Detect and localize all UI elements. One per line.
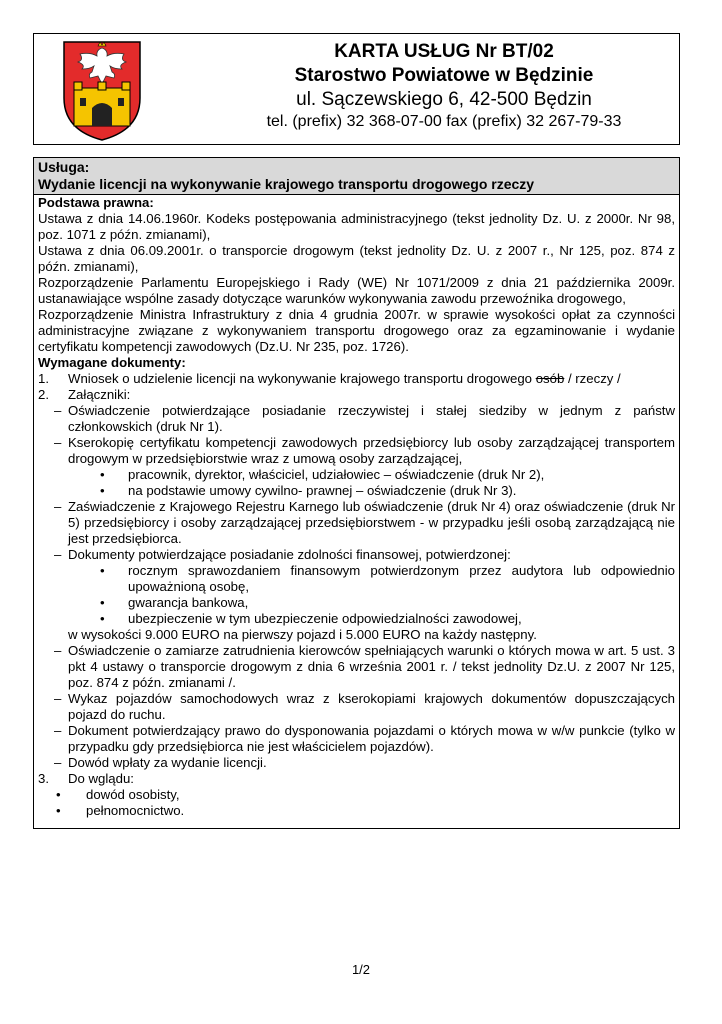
bullet-icon: • xyxy=(56,803,61,818)
attachment-item xyxy=(38,499,675,547)
bullet-icon: • xyxy=(100,483,105,498)
dash-icon: – xyxy=(54,691,62,706)
bullet-icon: • xyxy=(100,563,105,578)
dash-icon: – xyxy=(54,643,62,658)
dash-icon: – xyxy=(54,435,62,450)
attachment-text: Dokumenty potwierdzające posiadanie zdolności finansowej, potwierdzonej: xyxy=(68,547,511,562)
item-text: Wniosek o udzielenie licencji na wykonywanie krajowego transportu drogowego xyxy=(68,371,536,386)
document-item-2 xyxy=(38,387,675,403)
inspection-item xyxy=(38,787,675,803)
sub-bullet-text: gwarancja bankowa, xyxy=(128,595,249,610)
office-name: Starostwo Powiatowe w Będzinie xyxy=(294,65,594,86)
main-box xyxy=(33,157,680,829)
legal-basis-item: Ustawa z dnia 06.09.2001r. o transporcie drogowym (tekst jednolity Dz. U. z 2007 r., Nr 125, poz. 874 z późn. zmianami), xyxy=(38,243,675,274)
sub-bullet-item xyxy=(38,563,675,595)
item-text: Załączniki: xyxy=(68,387,131,402)
item-number: 1. xyxy=(38,371,49,386)
card-title: KARTA USŁUG Nr BT/02 xyxy=(334,41,554,62)
bullet-icon: • xyxy=(100,467,105,482)
service-label: Usługa: xyxy=(38,159,90,175)
attachment-text: Oświadczenie o zamiarze zatrudnienia kierowców spełniających warunki o których mowa w art. 5 ust. 3 pkt 4 ustawy o transporcie drogowym z dnia 6 września 2001 r. / tekst jednolity Dz.U. z 2007 Nr 125, poz. 874 z późn. zmianami /. xyxy=(68,643,675,690)
documents-label: Wymagane dokumenty: xyxy=(38,355,186,370)
sub-bullet-text: ubezpieczenie w tym ubezpieczenie odpowiedzialności zawodowej, xyxy=(128,611,522,626)
inspection-text: pełnomocnictwo. xyxy=(86,803,185,818)
header-text xyxy=(219,40,669,132)
sub-bullet-item xyxy=(38,483,675,499)
dash-icon: – xyxy=(54,547,62,562)
inspection-text: dowód osobisty, xyxy=(86,787,180,802)
attachment-text: Dokument potwierdzający prawo do dysponowania pojazdami o których mowa w w/w punkcie (tylko w przypadku gdy przedsiębiorca nie jest właścicielem pojazdów). xyxy=(68,723,675,754)
bullet-icon: • xyxy=(100,595,105,610)
sub-bullet-text: rocznym sprawozdaniem finansowym potwierdzonym przez audytora lub odpowiednio upoważnioną osobę, xyxy=(128,563,675,594)
inspection-item xyxy=(38,803,675,819)
attachment-item xyxy=(38,643,675,691)
dash-icon: – xyxy=(54,499,62,514)
financial-amount-note: w wysokości 9.000 EURO na pierwszy pojazd i 5.000 EURO na każdy następny. xyxy=(68,627,537,642)
header-box xyxy=(33,33,680,145)
attachment-item xyxy=(38,723,675,755)
sub-bullet-text: na podstawie umowy cywilno- prawnej – oświadczenie (druk Nr 3). xyxy=(128,483,517,498)
attachment-text: Dowód wpłaty za wydanie licencji. xyxy=(68,755,267,770)
dash-icon: – xyxy=(54,755,62,770)
attachment-text: Wykaz pojazdów samochodowych wraz z kserokopiami krajowych dokumentów dopuszczających pojazd do ruchu. xyxy=(68,691,675,722)
office-phone: tel. (prefix) 32 368-07-00 fax (prefix) 32 267-79-33 xyxy=(266,113,622,130)
service-header xyxy=(34,158,679,195)
sub-bullet-item xyxy=(38,595,675,611)
page-number: 1/2 xyxy=(351,962,371,977)
dash-icon: – xyxy=(54,403,62,418)
sub-bullet-item xyxy=(38,611,675,627)
legal-basis-label: Podstawa prawna: xyxy=(38,195,154,210)
item-number: 3. xyxy=(38,771,49,786)
attachment-item xyxy=(38,755,675,771)
sub-bullet-item xyxy=(38,467,675,483)
attachment-text: Oświadczenie potwierdzające posiadanie rzeczywistej i stałej siedziby w jednym z państw członkowskich (druk Nr 1). xyxy=(68,403,675,434)
dash-icon: – xyxy=(54,723,62,738)
attachment-text: Zaświadczenie z Krajowego Rejestru Karnego lub oświadczenie (druk Nr 4) oraz oświadczenie (druk Nr 5) przedsiębiorcy i osoby zarządzającej przedsiębiorstwem - w przypadku jeśli osobą zarządzającą nie jest przedsiębiorca. xyxy=(68,499,675,546)
legal-basis-item: Rozporządzenie Parlamentu Europejskiego i Rady (WE) Nr 1071/2009 z dnia 21 października 2009r. ustanawiające wspólne zasady dotyczące warunków wykonywania zawodu przewoźnika drogowego, xyxy=(38,275,675,306)
attachment-item xyxy=(38,547,675,563)
attachment-item xyxy=(38,435,675,467)
item-text: / rzeczy / xyxy=(564,371,621,386)
document-item-1 xyxy=(38,371,675,387)
attachment-item xyxy=(38,403,675,435)
office-address: ul. Sączewskiego 6, 42-500 Będzin xyxy=(296,89,592,110)
struck-text: osób xyxy=(535,371,565,386)
coat-of-arms-icon xyxy=(60,38,144,142)
service-name: Wydanie licencji na wykonywanie krajowego transportu drogowego rzeczy xyxy=(38,176,535,192)
legal-basis-item: Rozporządzenie Ministra Infrastruktury z dnia 4 grudnia 2007r. w sprawie wysokości opłat za czynności administracyjne związane z wykonywaniem transportu drogowego oraz za egzaminowanie i wydanie certyfikatu kompetencji zawodowych (Dz.U. Nr 235, poz. 1726). xyxy=(38,307,675,354)
bullet-icon: • xyxy=(100,611,105,626)
item-text: Do wglądu: xyxy=(68,771,134,786)
bullet-icon: • xyxy=(56,787,61,802)
document-item-3 xyxy=(38,771,675,787)
legal-basis-item: Ustawa z dnia 14.06.1960r. Kodeks postępowania administracyjnego (tekst jednolity Dz. U. z 2000r. Nr 98, poz. 1071 z późn. zmianami), xyxy=(38,211,675,242)
attachment-item xyxy=(38,691,675,723)
item-number: 2. xyxy=(38,387,49,402)
sub-bullet-text: pracownik, dyrektor, właściciel, udziałowiec – oświadczenie (druk Nr 2), xyxy=(128,467,545,482)
body-text xyxy=(34,195,679,819)
attachment-text: Kserokopię certyfikatu kompetencji zawodowych przedsiębiorcy lub osoby zarządzającej transportem drogowym w przedsiębiorstwie wraz z umową osoby zarządzającej, xyxy=(68,435,675,466)
